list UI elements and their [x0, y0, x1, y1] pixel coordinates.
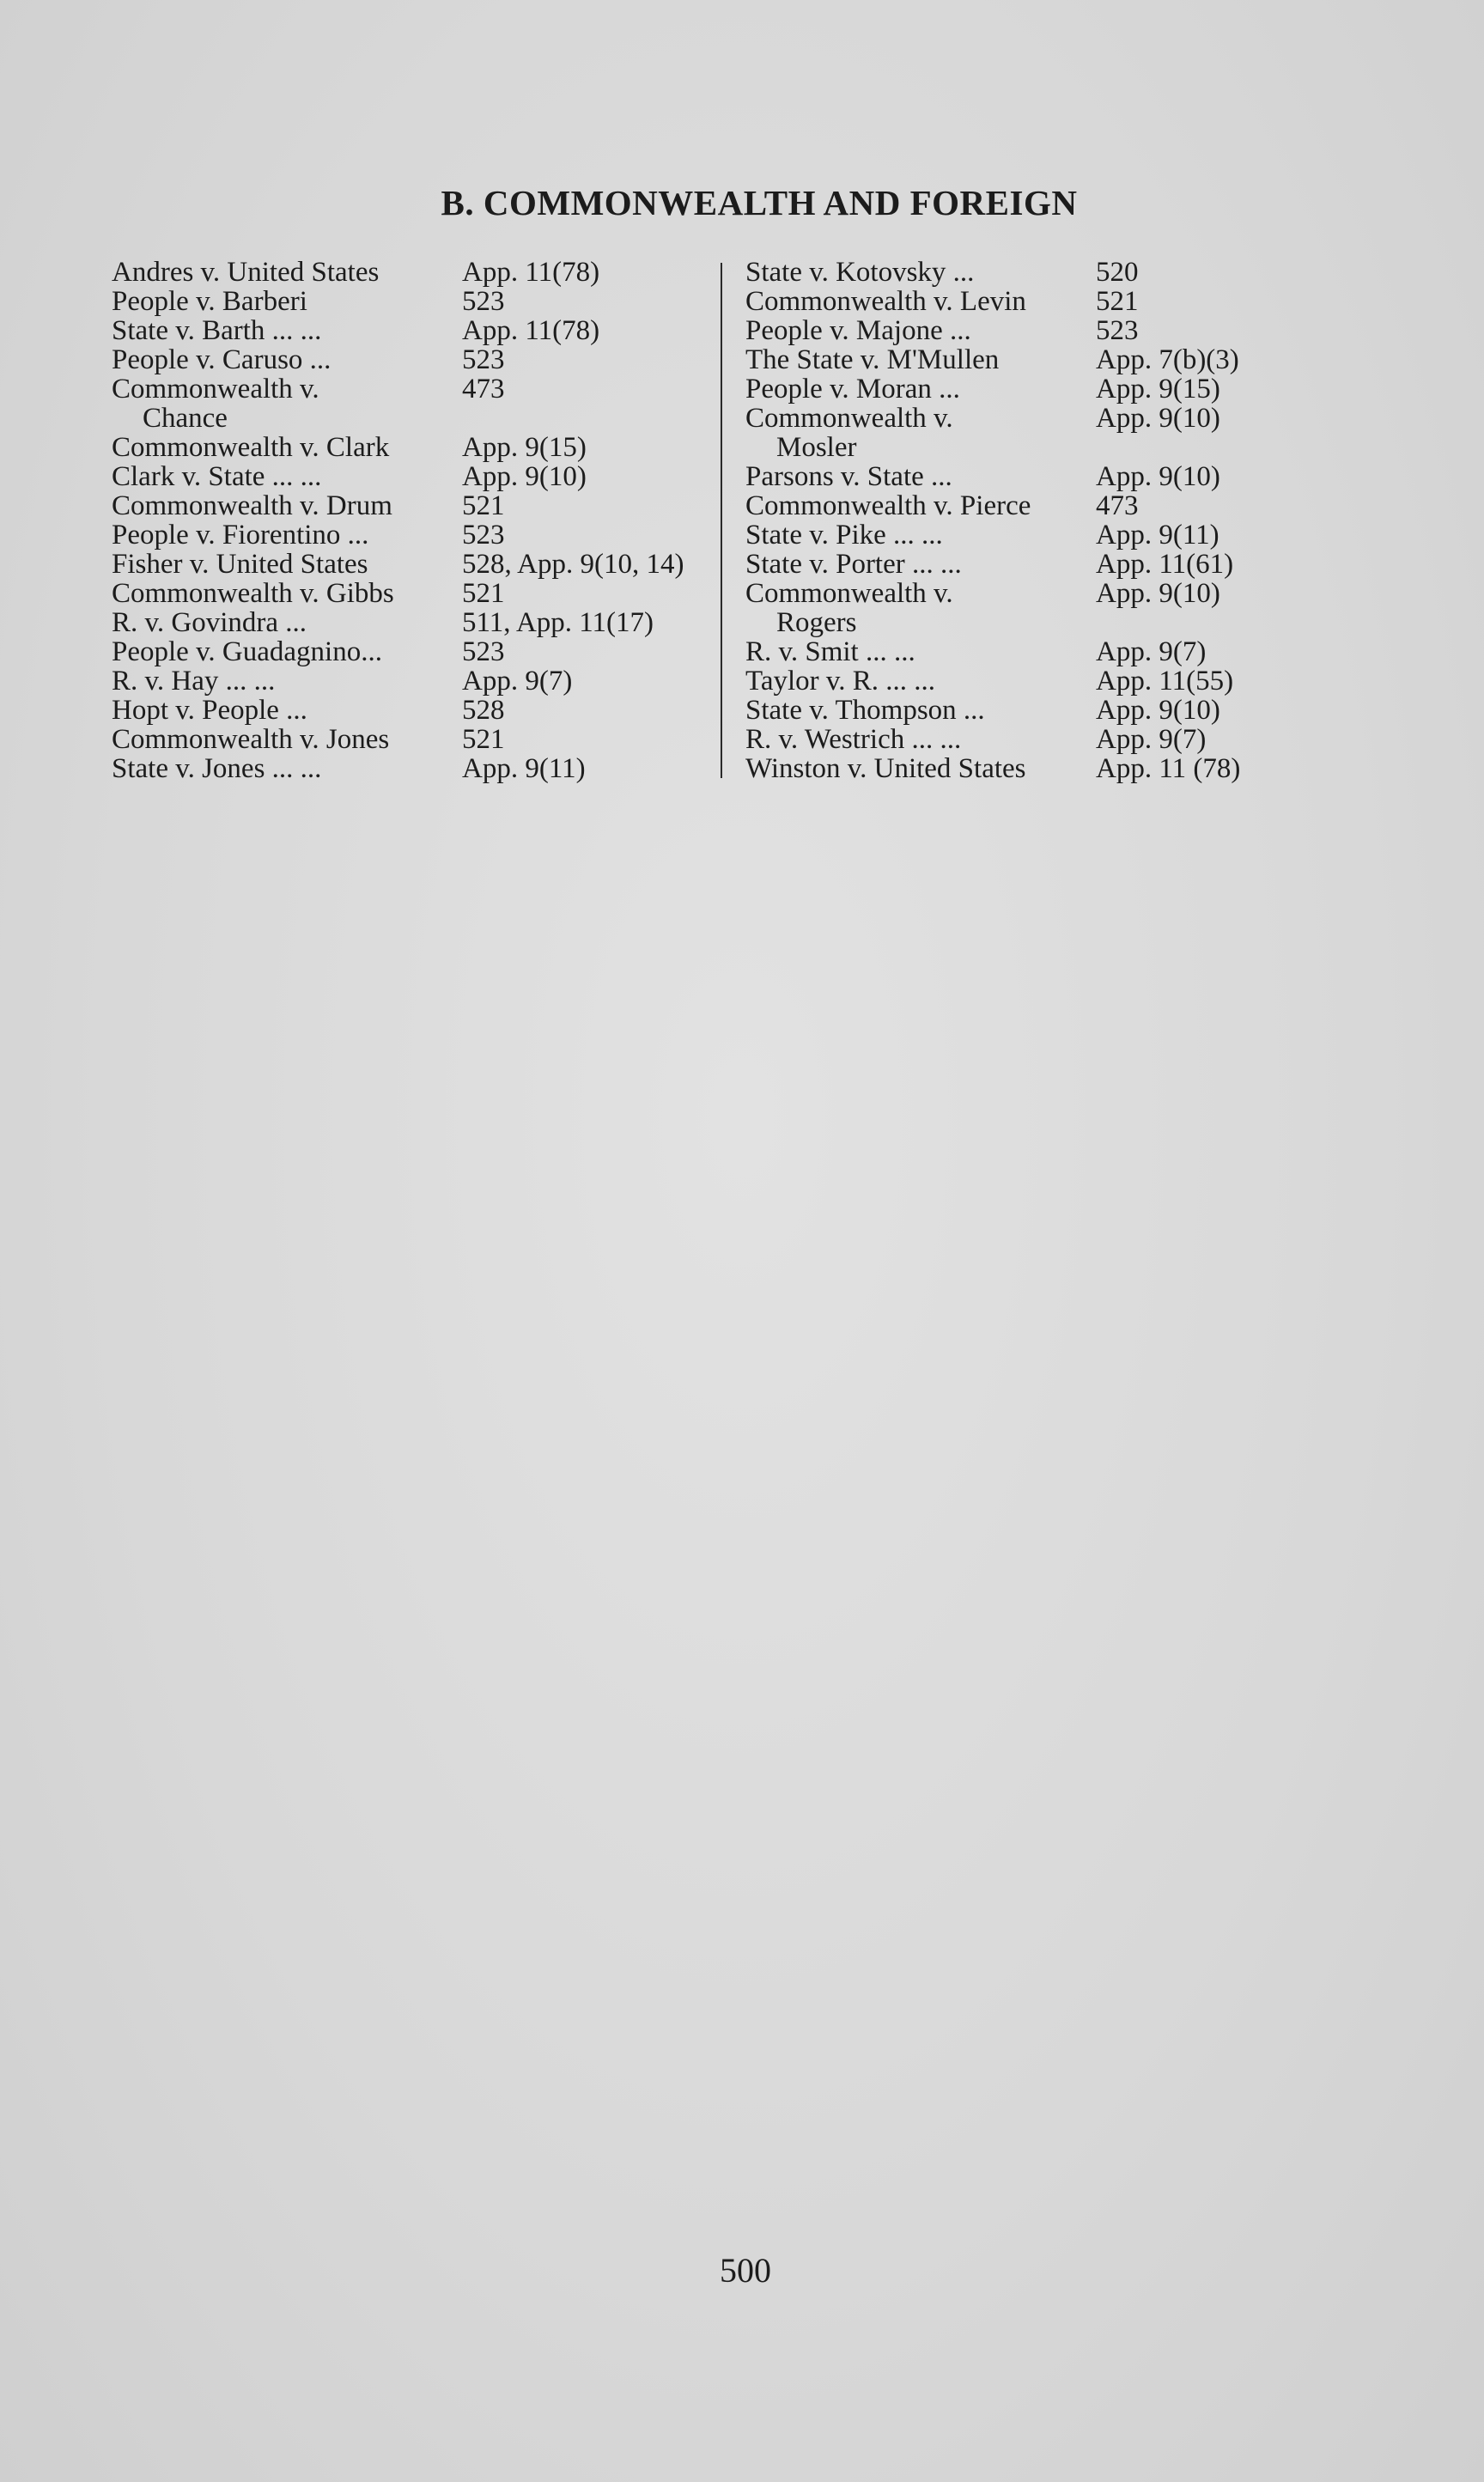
index-entry	[112, 579, 713, 608]
page-number: 500	[720, 2251, 771, 2290]
case-name: State v. Jones ... ...	[112, 753, 322, 784]
page-reference: 523	[462, 520, 505, 551]
page-reference: App. 9(15)	[462, 432, 587, 463]
case-name: Winston v. United States	[745, 753, 1026, 784]
page-reference: App. 9(10)	[1096, 695, 1220, 726]
page-reference: 521	[462, 490, 505, 521]
case-name: State v. Porter ... ...	[745, 549, 962, 580]
page-reference: 523	[462, 286, 505, 317]
index-entry	[745, 696, 1364, 725]
case-name: Taylor v. R. ... ...	[745, 666, 936, 697]
index-entry	[745, 287, 1364, 316]
case-name: The State v. M'Mullen	[745, 344, 1000, 375]
index-entry	[112, 491, 713, 520]
case-name: R. v. Westrich ... ...	[745, 724, 962, 755]
page-reference: App. 11 (78)	[1096, 753, 1241, 784]
index-entry	[745, 345, 1364, 374]
right-column	[745, 258, 1364, 783]
index-entry	[112, 725, 713, 754]
case-name: State v. Kotovsky ...	[745, 257, 975, 288]
page-reference: 523	[462, 344, 505, 375]
page-reference: App. 9(7)	[462, 666, 573, 697]
case-name: State v. Barth ... ...	[112, 315, 322, 346]
page-reference: 473	[1096, 490, 1139, 521]
column-divider	[721, 263, 722, 778]
page-reference: App. 9(10)	[1096, 403, 1220, 434]
index-entry	[112, 608, 713, 637]
index-entry	[745, 404, 1364, 462]
case-name: Commonwealth v.	[112, 374, 319, 405]
page-reference: App. 9(7)	[1096, 636, 1207, 667]
page-reference: 528	[462, 695, 505, 726]
page-reference: 523	[1096, 315, 1139, 346]
case-name: People v. Moran ...	[745, 374, 960, 405]
case-name: R. v. Govindra ...	[112, 607, 307, 638]
case-name: Fisher v. United States	[112, 549, 368, 580]
index-entry	[745, 520, 1364, 550]
page-reference: App. 11(55)	[1096, 666, 1234, 697]
case-name: Hopt v. People ...	[112, 695, 307, 726]
index-entry	[745, 637, 1364, 666]
page-reference: 473	[462, 374, 505, 405]
index-entry	[112, 637, 713, 666]
page-reference: App. 9(11)	[462, 753, 586, 784]
case-name: Commonwealth v.	[745, 403, 953, 434]
section-heading: B. COMMONWEALTH AND FOREIGN	[441, 183, 1078, 222]
index-entry	[745, 374, 1364, 404]
case-name: Commonwealth v. Clark	[112, 432, 390, 463]
case-name: R. v. Hay ... ...	[112, 666, 276, 697]
page-reference: App. 7(b)(3)	[1096, 344, 1239, 375]
index-entry	[745, 579, 1364, 637]
index-entry	[112, 287, 713, 316]
index-entry	[745, 462, 1364, 491]
index-entry	[112, 696, 713, 725]
page-reference: App. 11(78)	[462, 257, 600, 288]
case-name: Parsons v. State ...	[745, 461, 952, 492]
page-reference: App. 9(10)	[1096, 461, 1220, 492]
index-entry	[745, 666, 1364, 696]
index-entry	[112, 462, 713, 491]
case-name: R. v. Smit ... ...	[745, 636, 915, 667]
case-name: People v. Fiorentino ...	[112, 520, 369, 551]
index-entry	[745, 258, 1364, 287]
index-entry	[745, 550, 1364, 579]
page-reference: 521	[462, 578, 505, 609]
index-entry	[112, 258, 713, 287]
page-reference: 521	[462, 724, 505, 755]
case-name: Clark v. State ... ...	[112, 461, 322, 492]
case-name: Commonwealth v. Pierce	[745, 490, 1031, 521]
index-entry	[745, 316, 1364, 345]
page-reference: App. 11(61)	[1096, 549, 1234, 580]
index-entry	[745, 491, 1364, 520]
page-reference: 520	[1096, 257, 1139, 288]
page-reference: App. 11(78)	[462, 315, 600, 346]
index-entry	[112, 374, 713, 433]
index-entry	[112, 666, 713, 696]
case-name: Commonwealth v. Levin	[745, 286, 1026, 317]
index-entry	[112, 754, 713, 783]
case-name: Commonwealth v. Gibbs	[112, 578, 394, 609]
index-entry	[112, 520, 713, 550]
index-entry	[112, 345, 713, 374]
index-entry	[112, 550, 713, 579]
case-name: Commonwealth v. Jones	[112, 724, 390, 755]
case-name-continuation: Rogers	[776, 607, 857, 638]
case-name-continuation: Mosler	[776, 432, 857, 463]
page-reference: App. 9(11)	[1096, 520, 1219, 551]
index-entry	[112, 316, 713, 345]
page-reference: 511, App. 11(17)	[462, 607, 654, 638]
case-name: Andres v. United States	[112, 257, 380, 288]
case-name: Commonwealth v. Drum	[112, 490, 392, 521]
index-entry	[112, 433, 713, 462]
case-name: People v. Barberi	[112, 286, 307, 317]
page-reference: App. 9(15)	[1096, 374, 1220, 405]
page-reference: App. 9(7)	[1096, 724, 1207, 755]
case-name: Commonwealth v.	[745, 578, 953, 609]
page-reference: 523	[462, 636, 505, 667]
case-name-continuation: Chance	[143, 403, 228, 434]
case-name: People v. Guadagnino...	[112, 636, 382, 667]
left-column	[112, 258, 713, 783]
case-name: State v. Thompson ...	[745, 695, 985, 726]
page-reference: 528, App. 9(10, 14)	[462, 549, 684, 580]
case-name: People v. Majone ...	[745, 315, 971, 346]
page-reference: 521	[1096, 286, 1139, 317]
case-name: People v. Caruso ...	[112, 344, 331, 375]
index-entry	[745, 754, 1364, 783]
case-name: State v. Pike ... ...	[745, 520, 943, 551]
index-entry	[745, 725, 1364, 754]
page-reference: App. 9(10)	[462, 461, 587, 492]
page-reference: App. 9(10)	[1096, 578, 1220, 609]
